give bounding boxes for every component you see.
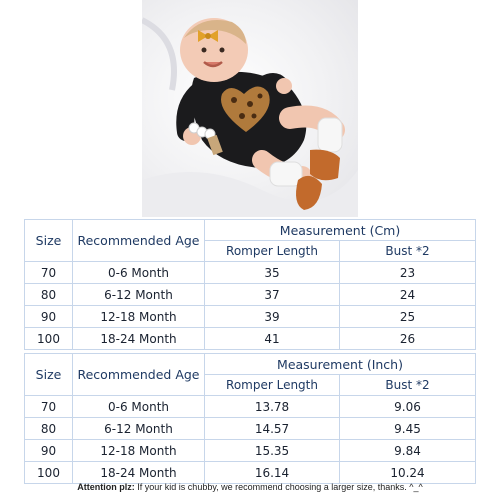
cell-bust: 10.24 <box>340 462 476 484</box>
table-row <box>25 462 476 484</box>
header-recommended-age: Recommended Age <box>73 354 205 396</box>
cell-romper-length: 37 <box>205 284 340 306</box>
table-row <box>25 284 476 306</box>
cell-age: 0-6 Month <box>73 396 205 418</box>
baby-illustration <box>142 0 358 217</box>
attention-label: Attention plz: <box>77 482 135 492</box>
attention-text: If your kid is chubby, we recommend choosing a larger size, thanks. ^_^ <box>137 482 423 492</box>
attention-note <box>0 482 500 492</box>
cell-bust: 23 <box>340 262 476 284</box>
header-recommended-age: Recommended Age <box>73 220 205 262</box>
cell-size: 80 <box>25 284 73 306</box>
cell-age: 18-24 Month <box>73 328 205 350</box>
cell-size: 70 <box>25 262 73 284</box>
cell-age: 6-12 Month <box>73 284 205 306</box>
table-row <box>25 262 476 284</box>
header-bust: Bust *2 <box>340 375 476 396</box>
table-row <box>25 396 476 418</box>
cell-bust: 25 <box>340 306 476 328</box>
cell-size: 90 <box>25 440 73 462</box>
header-romper-length: Romper Length <box>205 375 340 396</box>
cell-age: 0-6 Month <box>73 262 205 284</box>
size-table-inch <box>24 353 476 484</box>
cell-size: 90 <box>25 306 73 328</box>
header-romper-length: Romper Length <box>205 241 340 262</box>
cell-romper-length: 41 <box>205 328 340 350</box>
cell-age: 12-18 Month <box>73 440 205 462</box>
header-size: Size <box>25 220 73 262</box>
cell-romper-length: 13.78 <box>205 396 340 418</box>
table-row <box>25 418 476 440</box>
product-photo <box>142 0 358 217</box>
cell-size: 100 <box>25 462 73 484</box>
cell-romper-length: 15.35 <box>205 440 340 462</box>
header-measurement: Measurement (Inch) <box>205 354 476 375</box>
cell-size: 100 <box>25 328 73 350</box>
table-row <box>25 328 476 350</box>
cell-romper-length: 16.14 <box>205 462 340 484</box>
cell-size: 80 <box>25 418 73 440</box>
header-measurement: Measurement (Cm) <box>205 220 476 241</box>
cell-age: 18-24 Month <box>73 462 205 484</box>
table-row <box>25 306 476 328</box>
header-size: Size <box>25 354 73 396</box>
cell-bust: 9.06 <box>340 396 476 418</box>
cell-age: 6-12 Month <box>73 418 205 440</box>
cell-age: 12-18 Month <box>73 306 205 328</box>
cell-romper-length: 39 <box>205 306 340 328</box>
size-table-cm <box>24 219 476 350</box>
cell-romper-length: 35 <box>205 262 340 284</box>
cell-size: 70 <box>25 396 73 418</box>
cell-bust: 9.84 <box>340 440 476 462</box>
table-row <box>25 440 476 462</box>
header-bust: Bust *2 <box>340 241 476 262</box>
cell-romper-length: 14.57 <box>205 418 340 440</box>
cell-bust: 9.45 <box>340 418 476 440</box>
cell-bust: 24 <box>340 284 476 306</box>
cell-bust: 26 <box>340 328 476 350</box>
